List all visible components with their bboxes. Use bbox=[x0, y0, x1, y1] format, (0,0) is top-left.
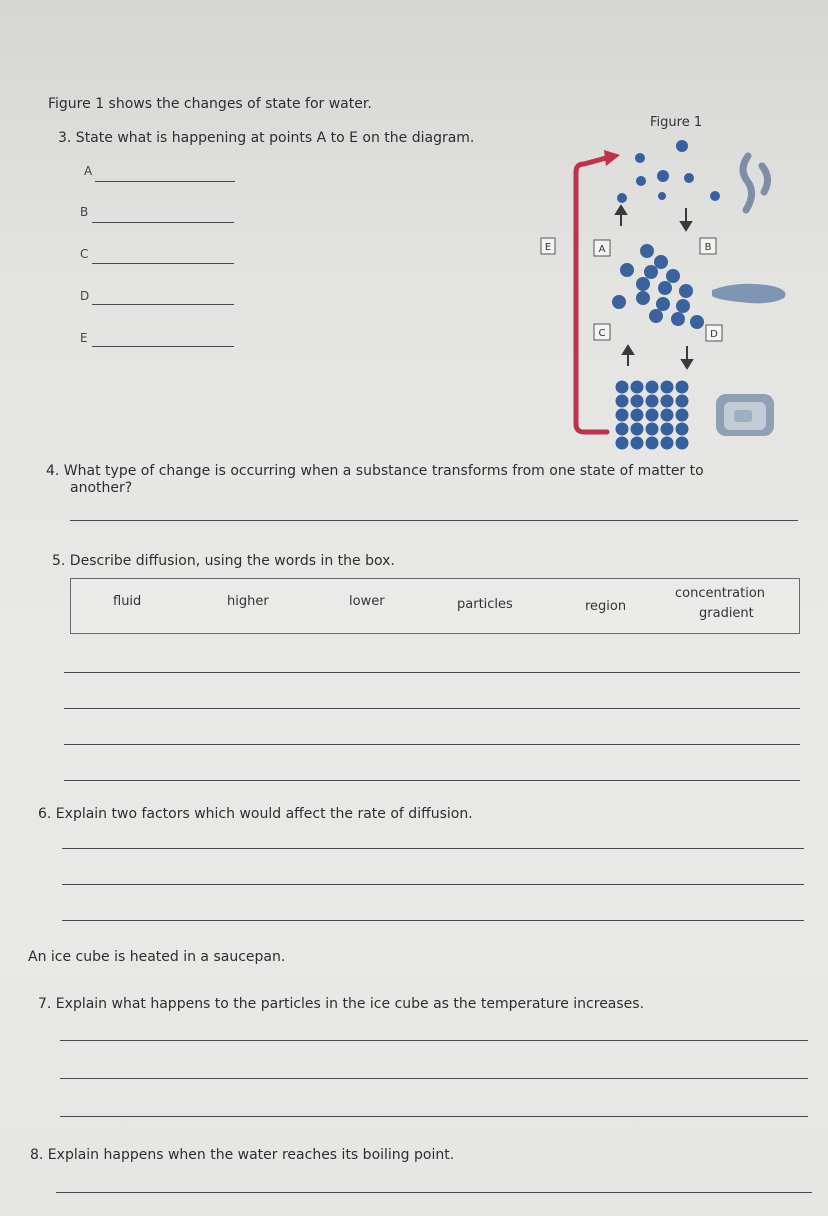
intro-text: Figure 1 shows the changes of state for water. bbox=[48, 96, 372, 112]
arrow-head-icon bbox=[604, 150, 620, 166]
question-8: 8. Explain happens when the water reaches its boiling point. bbox=[30, 1147, 455, 1163]
question-4-line-1: 4. What type of change is occurring when a substance transforms from one state of matter to bbox=[46, 463, 704, 479]
point-label-a: A bbox=[84, 164, 93, 178]
word-fluid: fluid bbox=[113, 594, 142, 609]
water-puddle-icon bbox=[712, 284, 786, 304]
figure-title: Figure 1 bbox=[650, 115, 703, 130]
word-box bbox=[70, 578, 800, 634]
answer-line-q7-2[interactable] bbox=[60, 1078, 808, 1079]
liquid-particles bbox=[612, 244, 704, 329]
question-7: 7. Explain what happens to the particles in the ice cube as the temperature increases. bbox=[38, 996, 645, 1012]
context-text: An ice cube is heated in a saucepan. bbox=[28, 949, 286, 965]
label-d: D bbox=[710, 329, 718, 340]
point-label-b: B bbox=[80, 205, 89, 219]
question-4-line-2: another? bbox=[70, 480, 133, 496]
answer-line-q5-2[interactable] bbox=[64, 708, 800, 709]
word-higher: higher bbox=[227, 594, 269, 609]
answer-line-q4[interactable] bbox=[70, 520, 798, 521]
steam-icon bbox=[743, 156, 768, 210]
answer-line-q5-3[interactable] bbox=[64, 744, 800, 745]
answer-line-q6-1[interactable] bbox=[62, 848, 804, 849]
cycle-arrow bbox=[576, 158, 607, 432]
gas-particles bbox=[617, 140, 720, 203]
question-5: 5. Describe diffusion, using the words in the box. bbox=[52, 553, 395, 569]
solid-particles bbox=[616, 381, 689, 450]
word-concentration: concentration bbox=[675, 586, 766, 601]
ice-cube-icon bbox=[716, 394, 774, 436]
answer-line-q7-3[interactable] bbox=[60, 1116, 808, 1117]
label-c: C bbox=[598, 328, 606, 339]
question-6: 6. Explain two factors which would affect the rate of diffusion. bbox=[38, 806, 473, 822]
answer-line-q5-1[interactable] bbox=[64, 672, 800, 673]
figure-1-diagram bbox=[0, 0, 828, 460]
label-a: A bbox=[598, 244, 606, 255]
word-particles: particles bbox=[457, 597, 513, 612]
answer-line-q7-1[interactable] bbox=[60, 1040, 808, 1041]
word-region: region bbox=[585, 599, 627, 614]
label-b: B bbox=[704, 242, 712, 253]
point-label-d: D bbox=[80, 289, 90, 303]
point-label-e: E bbox=[80, 331, 88, 345]
answer-line-q6-2[interactable] bbox=[62, 884, 804, 885]
answer-line-q5-4[interactable] bbox=[64, 780, 800, 781]
word-lower: lower bbox=[349, 594, 385, 609]
point-label-c: C bbox=[80, 247, 89, 261]
question-3: 3. State what is happening at points A to E on the diagram. bbox=[58, 130, 475, 146]
answer-line-q8-1[interactable] bbox=[56, 1192, 812, 1193]
word-gradient: gradient bbox=[699, 606, 754, 621]
label-e: E bbox=[544, 242, 552, 253]
answer-line-q6-3[interactable] bbox=[62, 920, 804, 921]
